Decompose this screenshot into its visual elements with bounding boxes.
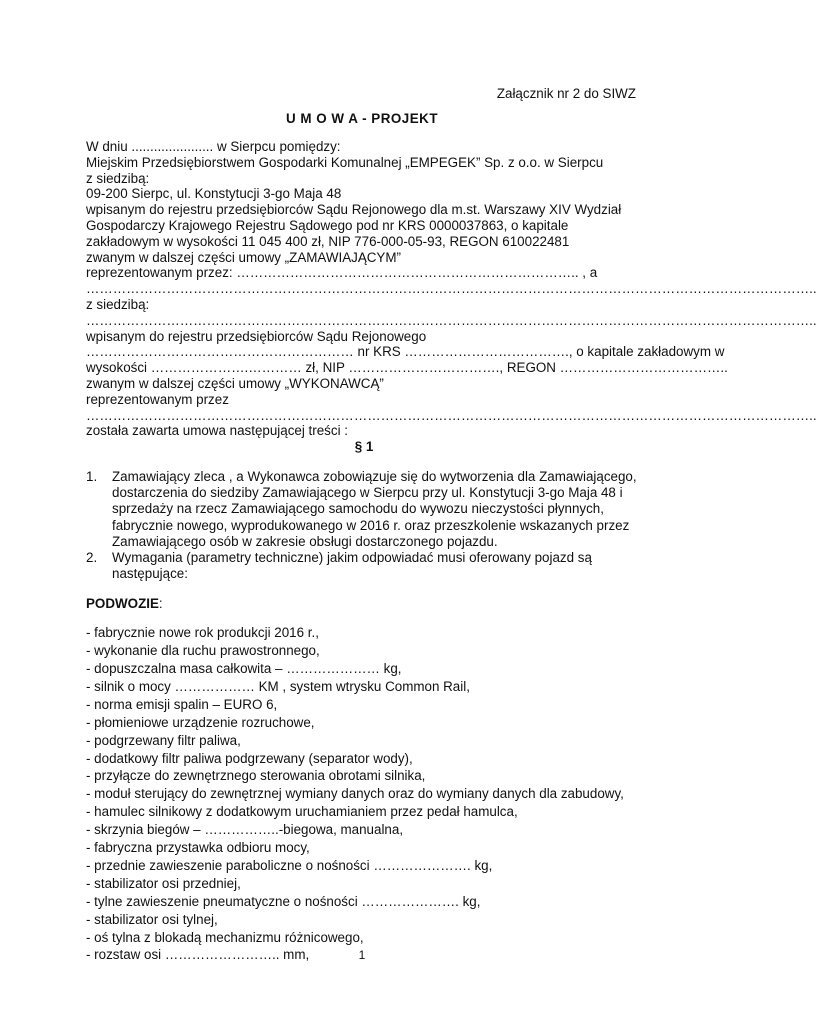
party-line: ……………………………………………………………………………………………………………………………………………….. bbox=[86, 312, 817, 328]
spec-item: - rozstaw osi …………………….. mm, bbox=[86, 947, 310, 963]
chassis-heading-colon: : bbox=[158, 596, 163, 612]
list-item-number: 2. bbox=[86, 549, 98, 565]
list-item bbox=[86, 550, 642, 582]
spec-item: - oś tylna z blokadą mechanizmu różnicowego, bbox=[86, 929, 364, 945]
spec-item: - skrzynia biegów – ……………..-biegowa, manualna, bbox=[86, 822, 404, 838]
document-title: U M O W A - PROJEKT bbox=[285, 111, 439, 126]
spec-item: - silnik o mocy ……………… KM , system wtrysku Common Rail, bbox=[86, 678, 470, 694]
spec-item: - przyłącze do zewnętrznego sterowania obrotami silnika, bbox=[86, 768, 426, 784]
parties-block bbox=[86, 139, 817, 439]
party-line: W dniu ...................... w Sierpcu pomiędzy: bbox=[86, 139, 341, 154]
party-line: ……………………………………………………………………………………………………………………………………………….. bbox=[86, 407, 817, 423]
party-line: Miejskim Przedsiębiorstwem Gospodarki Komunalnej „EMPEGEK” Sp. z o.o. w Sierpcu bbox=[86, 154, 604, 170]
party-line: wpisanym do rejestru przedsiębiorców Sądu Rejonowego dla m.st. Warszawy XIV Wydział bbox=[86, 202, 622, 218]
spec-item: - wykonanie dla ruchu prawostronnego, bbox=[86, 643, 320, 659]
party-line: wpisanym do rejestru przedsiębiorców Sądu Rejonowego bbox=[86, 328, 427, 344]
spec-item: - norma emisji spalin – EURO 6, bbox=[86, 696, 278, 712]
party-line: Gospodarczy Krajowego Rejestru Sądowego pod nr KRS 0000037863, o kapitale bbox=[86, 217, 569, 233]
spec-item: - stabilizator osi przedniej, bbox=[86, 875, 241, 891]
document-body bbox=[86, 139, 817, 964]
spec-item: - fabrycznie nowe rok produkcji 2016 r., bbox=[86, 625, 319, 641]
spec-item: - hamulec silnikowy z dodatkowym uruchamianiem przez pedał hamulca, bbox=[86, 804, 518, 820]
spec-item: - płomieniowe urządzenie rozruchowe, bbox=[86, 714, 315, 730]
party-line: ……………………………………………………………………………………………………………………………………………….. bbox=[86, 281, 817, 297]
party-line: 09-200 Sierpc, ul. Konstytucji 3-go Maja 48 bbox=[86, 186, 342, 202]
page-number: 1 bbox=[358, 948, 366, 962]
chassis-spec-list bbox=[86, 624, 642, 964]
section-heading: § 1 bbox=[354, 439, 374, 455]
spec-item: - fabryczna przystawka odbioru mocy, bbox=[86, 840, 310, 856]
spec-item: - przednie zawieszenie paraboliczne o nośności …………………. kg, bbox=[86, 857, 493, 873]
party-line: zwanym w dalszej części umowy „WYKONAWCĄ” bbox=[86, 375, 384, 391]
list-item-number: 1. bbox=[86, 468, 98, 484]
party-line: z siedzibą: bbox=[86, 296, 150, 312]
spec-item: - podgrzewany filtr paliwa, bbox=[86, 732, 241, 748]
spec-item: - dodatkowy filtr paliwa podgrzewany (separator wody), bbox=[86, 750, 413, 766]
list-item-text: Wymagania (parametry techniczne) jakim odpowiadać musi oferowany pojazd są następujące: bbox=[112, 549, 592, 582]
list-item-text: Zamawiający zleca , a Wykonawca zobowiązuje się do wytworzenia dla Zamawiającego, dostarczenia do siedziby Zamawiającego w Sierpcu przy ul. Konstytucji 3-go Maja 48 i sprzedaży na rzecz Zamawiającego samochodu do wywozu nieczystości płynnych, fabrycznie nowego, wyprodukowanego w 2016 r. oraz przeszkolenie wskazanych przez Zamawiającego osób w zakresie obsługi dostarczonego pojazdu. bbox=[112, 468, 637, 549]
party-line: reprezentowanym przez: ………………………………………………………………….. , a bbox=[86, 265, 598, 281]
party-line: reprezentowanym przez bbox=[86, 391, 229, 407]
party-line: …………………………………………………… nr KRS ………………………………., o kapitale zakładowym w bbox=[86, 344, 725, 360]
spec-item: - stabilizator osi tylnej, bbox=[86, 911, 218, 927]
chassis-heading-text: PODWOZIE bbox=[86, 596, 159, 612]
party-line: wysokości ………………….………… zł, NIP ……………………………., REGON ……………………………….. bbox=[86, 360, 728, 376]
chassis-heading bbox=[86, 596, 642, 612]
attachment-label: Załącznik nr 2 do SIWZ bbox=[496, 86, 636, 101]
spec-item: - tylne zawieszenie pneumatyczne o nośności …………………. kg, bbox=[86, 893, 481, 909]
party-line: zwanym w dalszej części umowy „ZAMAWIAJĄCYM” bbox=[86, 249, 401, 265]
party-line: zakładowym w wysokości 11 045 400 zł, NIP 776-000-05-93, REGON 610022481 bbox=[86, 233, 570, 249]
list-item bbox=[86, 469, 642, 550]
numbered-list bbox=[86, 469, 642, 582]
party-line: została zawarta umowa następującej treści : bbox=[86, 423, 348, 439]
spec-item: - moduł sterujący do zewnętrznej wymiany danych oraz do wymiany danych dla zabudowy, bbox=[86, 786, 624, 802]
party-line: z siedzibą: bbox=[86, 170, 150, 186]
spec-item: - dopuszczalna masa całkowita – ………………… kg, bbox=[86, 660, 402, 676]
